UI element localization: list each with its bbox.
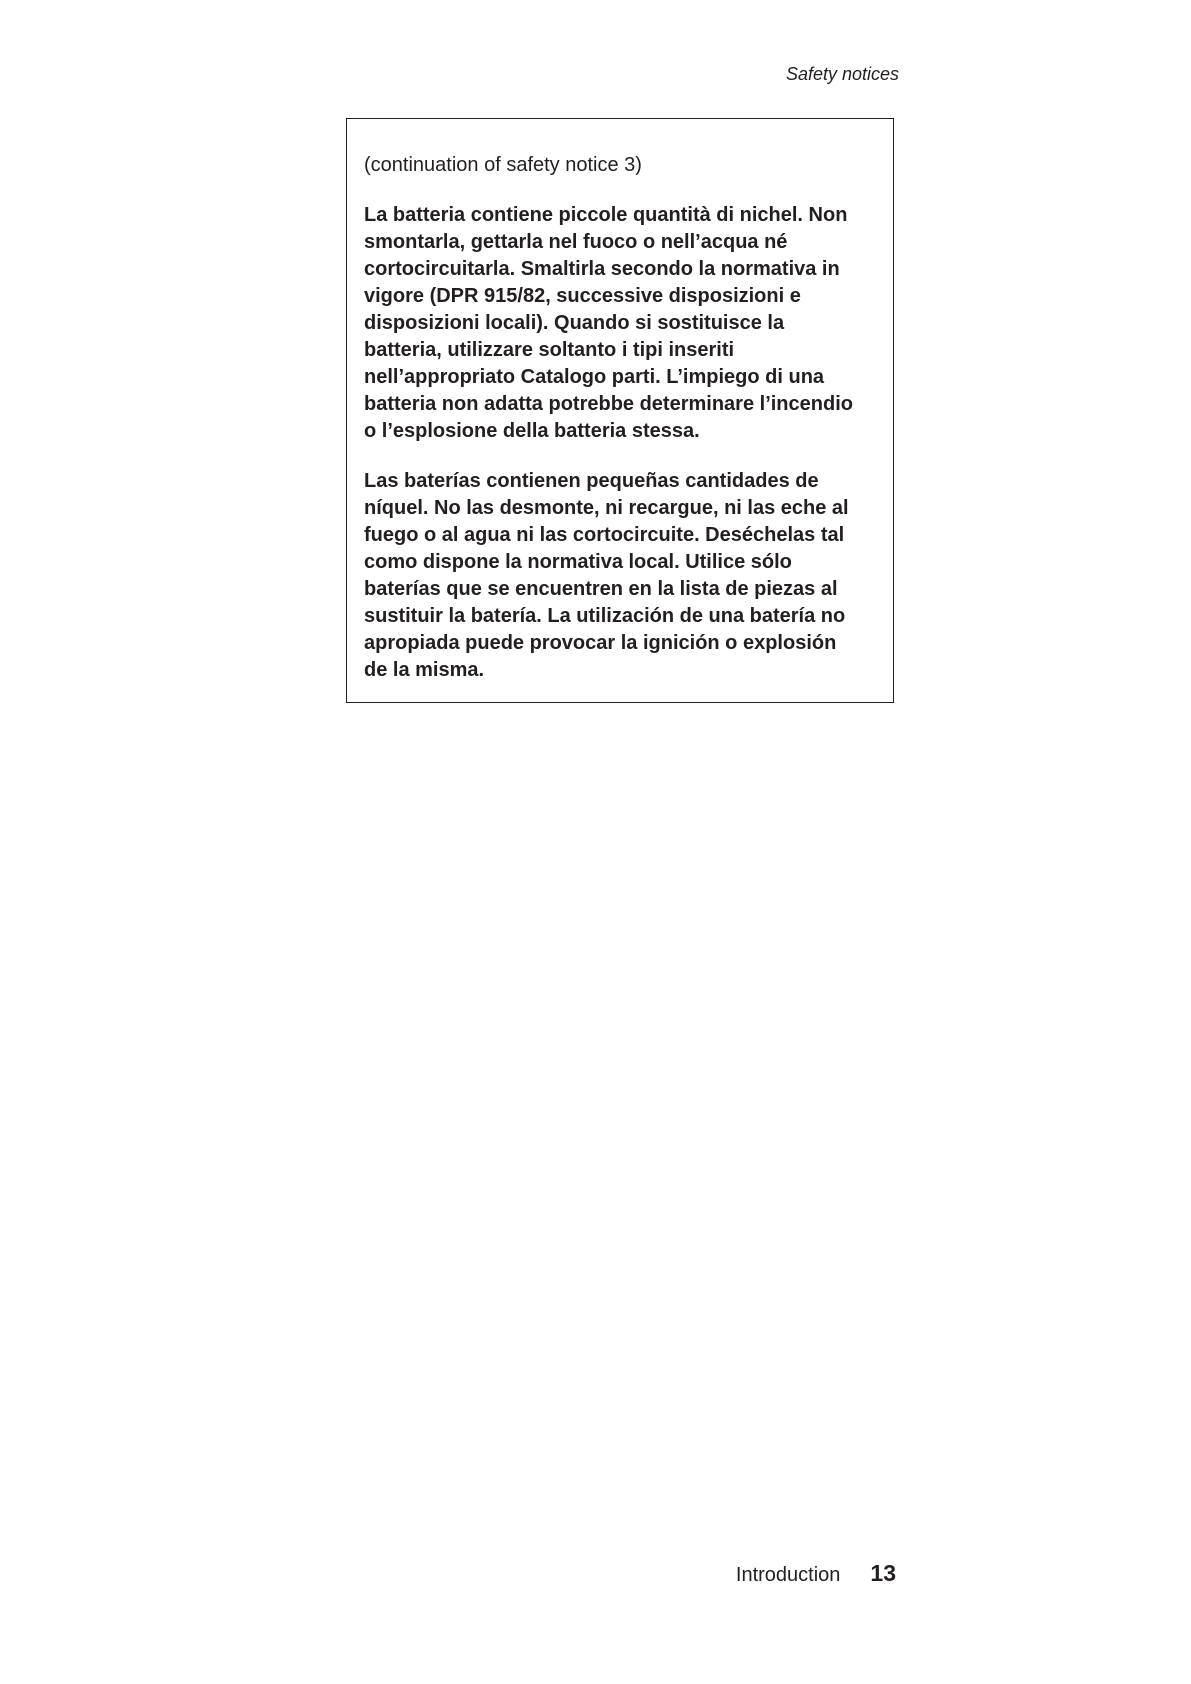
spanish-line: níquel. No las desmonte, ni recargue, ni las eche al <box>364 497 849 519</box>
italian-line: o l’esplosione della batteria stessa. <box>364 420 700 442</box>
italian-line: vigore (DPR 915/82, successive disposizioni e <box>364 285 801 307</box>
italian-line: batteria non adatta potrebbe determinare l’incendio <box>364 393 853 415</box>
spanish-line: como dispone la normativa local. Utilice sólo <box>364 551 792 573</box>
spanish-line: de la misma. <box>364 659 485 681</box>
running-header: Safety notices <box>785 64 899 84</box>
italian-line: nell’appropriato Catalogo parti. L’impiego di una <box>364 366 825 388</box>
footer-section-name: Introduction <box>735 1564 841 1586</box>
spanish-notice-paragraph <box>364 468 875 684</box>
italian-line: La batteria contiene piccole quantità di nichel. Non <box>364 204 848 226</box>
page-number: 13 <box>870 1560 896 1586</box>
italian-line: smontarla, gettarla nel fuoco o nell’acqua né <box>364 231 788 253</box>
safety-notice-box <box>346 118 894 703</box>
continuation-label: (continuation of safety notice 3) <box>364 154 642 176</box>
spanish-line: baterías que se encuentren en la lista de piezas al <box>364 578 838 600</box>
italian-line: disposizioni locali). Quando si sostituisce la <box>364 312 785 334</box>
spanish-line: sustituir la batería. La utilización de una batería no <box>364 605 846 627</box>
spanish-line: Las baterías contienen pequeñas cantidades de <box>364 470 819 492</box>
spanish-line: fuego o al agua ni las cortocircuite. Deséchelas tal <box>364 524 845 546</box>
italian-line: batteria, utilizzare soltanto i tipi inseriti <box>364 339 735 361</box>
italian-notice-paragraph <box>364 202 875 445</box>
page-footer <box>736 1560 896 1588</box>
spanish-line: apropiada puede provocar la ignición o explosión <box>364 632 837 654</box>
italian-line: cortocircuitarla. Smaltirla secondo la normativa in <box>364 258 840 280</box>
